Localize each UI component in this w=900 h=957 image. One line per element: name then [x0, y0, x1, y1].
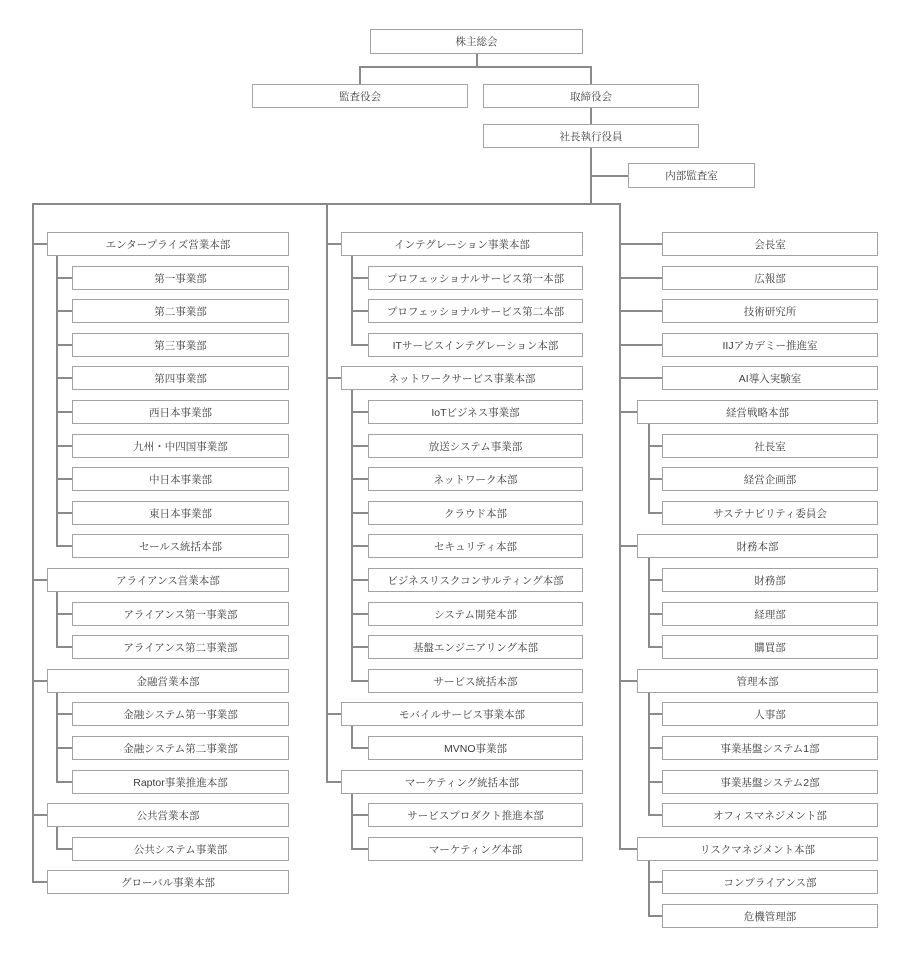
org-node: リスクマネジメント本部 — [637, 837, 878, 861]
org-node: Raptor事業推進本部 — [72, 770, 289, 794]
connector-line — [32, 203, 34, 883]
connector-line — [352, 680, 368, 682]
connector-line — [352, 512, 368, 514]
connector-line — [56, 827, 58, 850]
connector-line — [352, 747, 368, 749]
connector-line — [351, 794, 353, 850]
connector-line — [33, 881, 47, 883]
connector-line — [57, 277, 72, 279]
connector-line — [326, 203, 328, 783]
connector-line — [620, 680, 637, 682]
connector-line — [56, 693, 58, 783]
org-node: セールス統括本部 — [72, 534, 289, 558]
org-node: IIJアカデミー推進室 — [662, 333, 878, 357]
connector-line — [620, 545, 637, 547]
connector-line — [57, 377, 72, 379]
org-node: マーケティング統括本部 — [341, 770, 583, 794]
connector-line — [352, 579, 368, 581]
connector-line — [590, 108, 592, 124]
org-node: サステナビリティ委員会 — [662, 501, 878, 525]
connector-line — [57, 344, 72, 346]
org-node-board-of-directors: 取締役会 — [483, 84, 699, 108]
connector-line — [620, 377, 662, 379]
org-node: 東日本事業部 — [72, 501, 289, 525]
connector-line — [359, 66, 361, 84]
connector-line — [359, 66, 592, 68]
connector-line — [649, 512, 662, 514]
connector-line — [57, 781, 72, 783]
connector-line — [620, 848, 637, 850]
org-node: 中日本事業部 — [72, 467, 289, 491]
org-node: エンタープライズ営業本部 — [47, 232, 289, 256]
connector-line — [57, 848, 72, 850]
org-node: 管理本部 — [637, 669, 878, 693]
connector-line — [327, 781, 341, 783]
org-node: アライアンス営業本部 — [47, 568, 289, 592]
connector-line — [57, 613, 72, 615]
org-node: 放送システム事業部 — [368, 434, 583, 458]
org-node: インテグレーション事業本部 — [341, 232, 583, 256]
connector-line — [620, 310, 662, 312]
org-node-president-executive-officer: 社長執行役員 — [483, 124, 699, 148]
connector-line — [351, 256, 353, 346]
org-node: 事業基盤システム1部 — [662, 736, 878, 760]
org-node: サービス統括本部 — [368, 669, 583, 693]
connector-line — [33, 680, 47, 682]
org-node: 基盤エンジニアリング本部 — [368, 635, 583, 659]
connector-line — [620, 344, 662, 346]
connector-line — [33, 814, 47, 816]
connector-line — [57, 545, 72, 547]
org-node: プロフェッショナルサービス第二本部 — [368, 299, 583, 323]
connector-line — [33, 579, 47, 581]
connector-line — [57, 747, 72, 749]
connector-line — [648, 861, 650, 917]
connector-line — [56, 592, 58, 648]
org-node: 経営企画部 — [662, 467, 878, 491]
org-node: 事業基盤システム2部 — [662, 770, 878, 794]
org-node: プロフェッショナルサービス第一本部 — [368, 266, 583, 290]
connector-line — [649, 881, 662, 883]
connector-line — [352, 445, 368, 447]
org-node: アライアンス第二事業部 — [72, 635, 289, 659]
connector-line — [649, 915, 662, 917]
org-node: コンプライアンス部 — [662, 870, 878, 894]
connector-line — [649, 781, 662, 783]
org-node: アライアンス第一事業部 — [72, 602, 289, 626]
connector-line — [648, 424, 650, 514]
connector-line — [649, 747, 662, 749]
connector-line — [648, 558, 650, 648]
connector-line — [57, 411, 72, 413]
org-node: ネットワーク本部 — [368, 467, 583, 491]
connector-line — [649, 814, 662, 816]
org-node: 広報部 — [662, 266, 878, 290]
org-node: クラウド本部 — [368, 501, 583, 525]
org-node: AI導入実験室 — [662, 366, 878, 390]
org-node-audit-board: 監査役会 — [252, 84, 468, 108]
org-node: 西日本事業部 — [72, 400, 289, 424]
connector-line — [619, 203, 621, 850]
org-node: 九州・中四国事業部 — [72, 434, 289, 458]
connector-line — [591, 175, 628, 177]
org-node: システム開発本部 — [368, 602, 583, 626]
connector-line — [590, 66, 592, 84]
connector-line — [327, 243, 341, 245]
org-node: 購買部 — [662, 635, 878, 659]
connector-line — [648, 693, 650, 816]
connector-line — [57, 445, 72, 447]
org-node: 第三事業部 — [72, 333, 289, 357]
connector-line — [352, 646, 368, 648]
connector-line — [351, 390, 353, 682]
org-node: 技術研究所 — [662, 299, 878, 323]
org-node: 第四事業部 — [72, 366, 289, 390]
org-node: 社長室 — [662, 434, 878, 458]
connector-line — [327, 377, 341, 379]
org-node: サービスプロダクト推進本部 — [368, 803, 583, 827]
org-node: 経理部 — [662, 602, 878, 626]
connector-line — [352, 478, 368, 480]
org-node-internal-audit-office: 内部監査室 — [628, 163, 755, 188]
connector-line — [620, 277, 662, 279]
connector-line — [352, 344, 368, 346]
connector-line — [649, 478, 662, 480]
connector-line — [352, 310, 368, 312]
org-node: MVNO事業部 — [368, 736, 583, 760]
connector-line — [57, 713, 72, 715]
connector-line — [649, 579, 662, 581]
connector-line — [352, 545, 368, 547]
org-node: 公共システム事業部 — [72, 837, 289, 861]
org-node: 人事部 — [662, 702, 878, 726]
connector-line — [352, 277, 368, 279]
org-node: 財務本部 — [637, 534, 878, 558]
org-node: マーケティング本部 — [368, 837, 583, 861]
org-node: 金融営業本部 — [47, 669, 289, 693]
org-node: 財務部 — [662, 568, 878, 592]
org-node: 公共営業本部 — [47, 803, 289, 827]
connector-line — [352, 848, 368, 850]
connector-line — [56, 256, 58, 547]
connector-line — [352, 411, 368, 413]
org-node: セキュリティ本部 — [368, 534, 583, 558]
connector-line — [33, 243, 47, 245]
connector-line — [351, 726, 353, 749]
org-node: 金融システム第二事業部 — [72, 736, 289, 760]
org-node: IoTビジネス事業部 — [368, 400, 583, 424]
connector-line — [620, 243, 662, 245]
connector-line — [649, 445, 662, 447]
org-node: ビジネスリスクコンサルティング本部 — [368, 568, 583, 592]
connector-line — [57, 478, 72, 480]
connector-line — [327, 713, 341, 715]
org-node: グローバル事業本部 — [47, 870, 289, 894]
org-node: 危機管理部 — [662, 904, 878, 928]
connector-line — [649, 713, 662, 715]
org-node: オフィスマネジメント部 — [662, 803, 878, 827]
connector-line — [620, 411, 637, 413]
connector-line — [57, 512, 72, 514]
org-node: 金融システム第一事業部 — [72, 702, 289, 726]
connector-line — [352, 613, 368, 615]
org-node: 経営戦略本部 — [637, 400, 878, 424]
connector-line — [649, 613, 662, 615]
org-node: モバイルサービス事業本部 — [341, 702, 583, 726]
org-node: 会長室 — [662, 232, 878, 256]
connector-line — [649, 646, 662, 648]
connector-line — [57, 646, 72, 648]
connector-line — [352, 814, 368, 816]
org-node: ITサービスインテグレーション本部 — [368, 333, 583, 357]
connector-line — [57, 310, 72, 312]
org-node: ネットワークサービス事業本部 — [341, 366, 583, 390]
org-node-shareholders-meeting: 株主総会 — [370, 29, 583, 54]
org-node: 第二事業部 — [72, 299, 289, 323]
org-node: 第一事業部 — [72, 266, 289, 290]
